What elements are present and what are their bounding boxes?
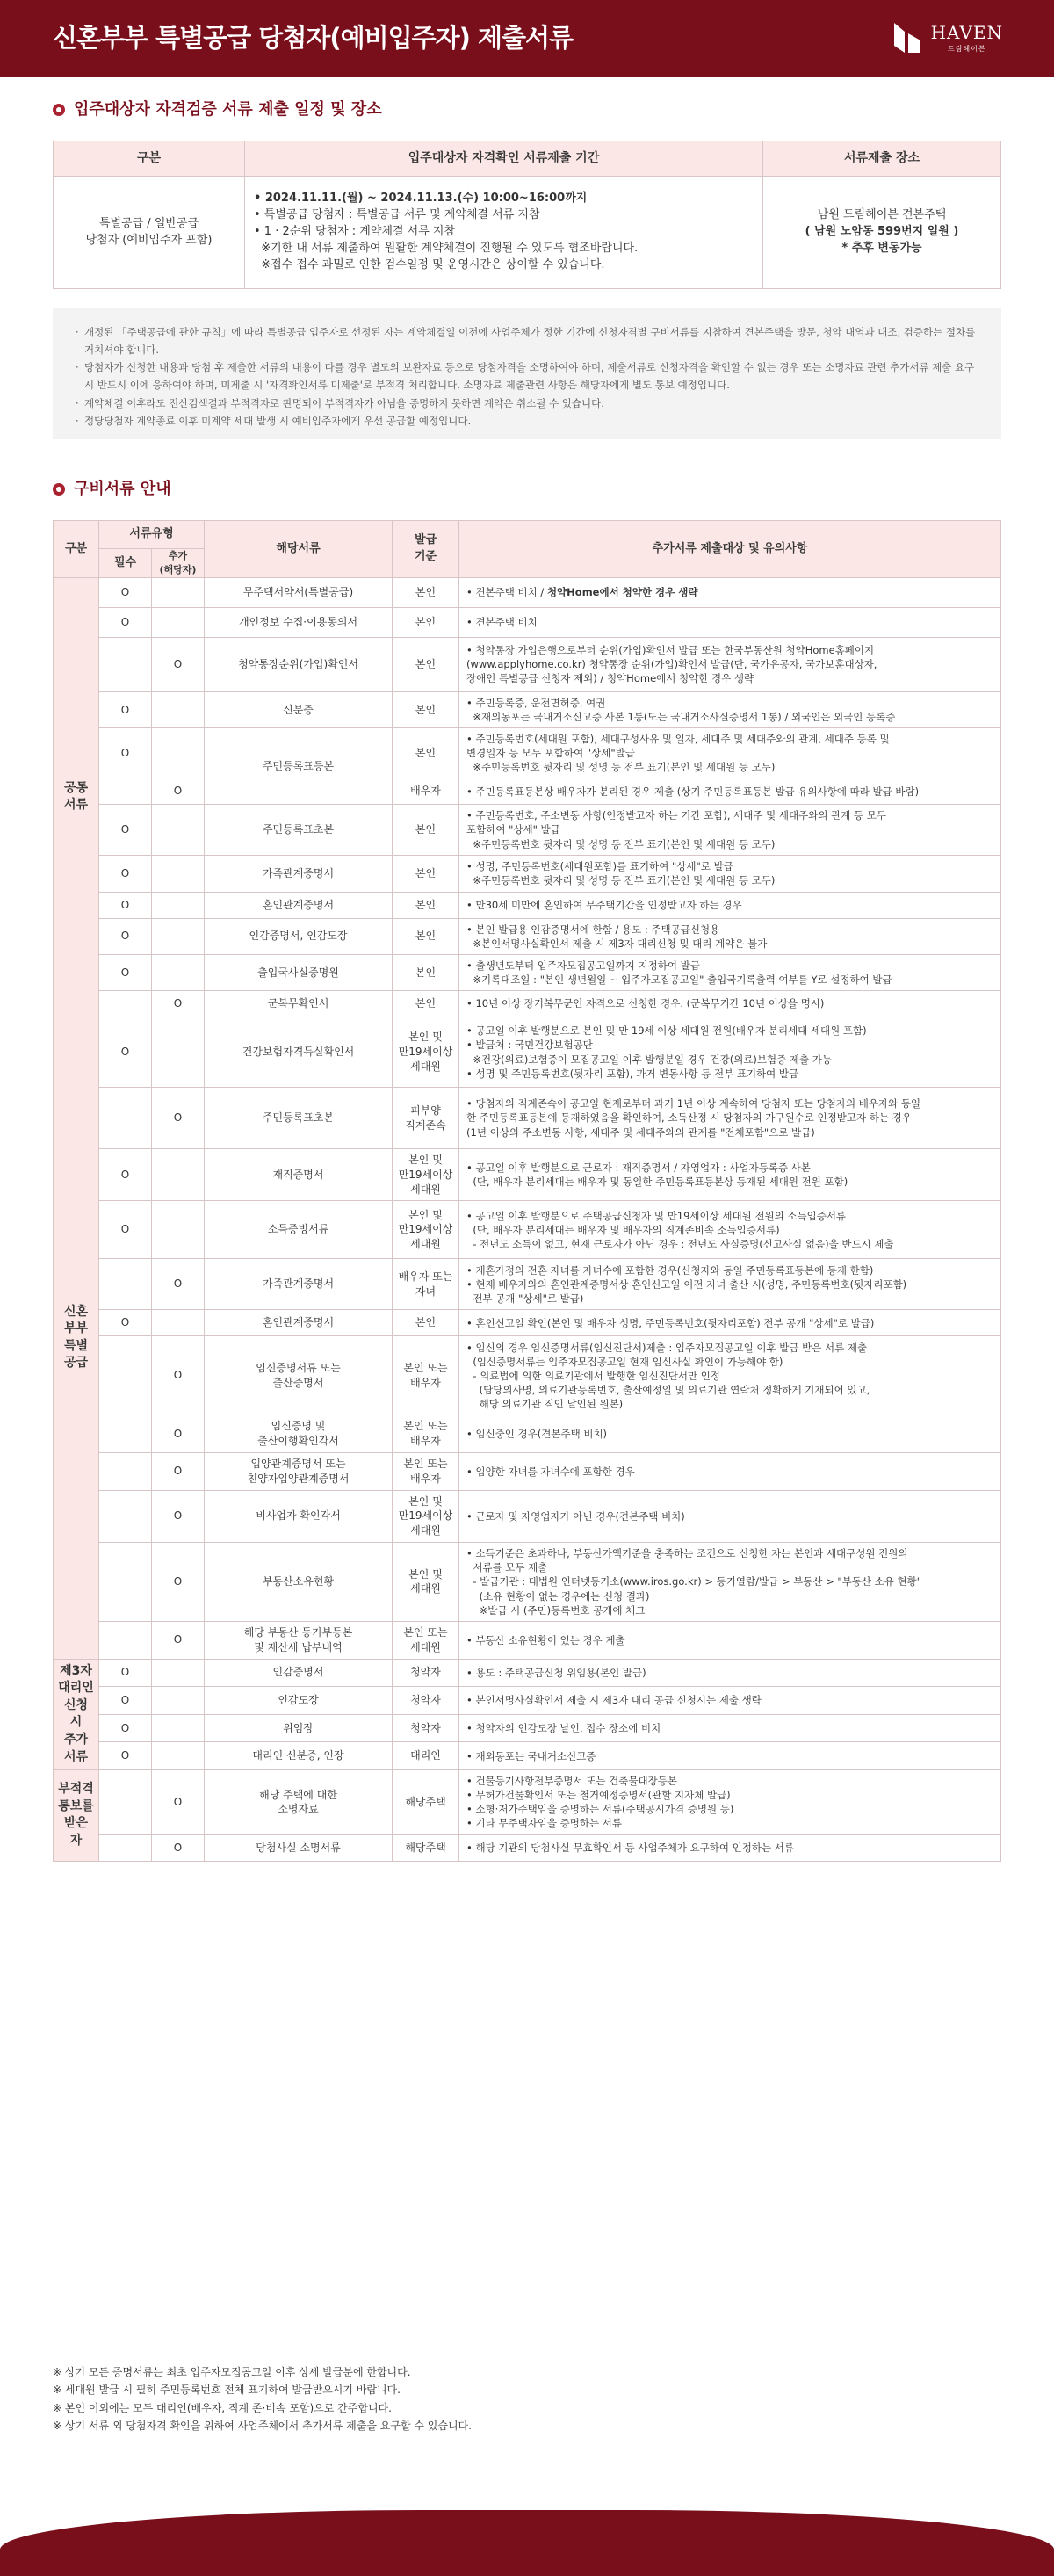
- required-mark: [99, 1259, 152, 1310]
- additional-mark: O: [152, 1259, 205, 1310]
- col-header: 서류제출 장소: [763, 141, 1001, 177]
- period-line: ※기한 내 서류 제출하여 원활한 계약체결이 진행될 수 있도록 협조바랍니다.: [254, 241, 639, 255]
- footnotes: [53, 2363, 1001, 2435]
- document-note: • 출생년도부터 입주자모집공고일까지 지정하여 발급 ※기록대조일 : "본인 생년월일 ~ 입주자모집공고일" 출입국기록출력 여부를 Y로 설정하여 발급: [459, 954, 1001, 990]
- notice-item: · 개정된 「주택공급에 관한 규칙」에 따라 특별공급 입주자로 선정된 자는 계약체결일 이전에 사업주체가 정한 기간에 신청자격별 구비서류를 지참하여 견본주택을 방문, 청약 내역과 대조, 검증하는 절차를 거치셔야 합니다.: [76, 323, 978, 358]
- document-note: • 만30세 미만에 혼인하여 무주택기간을 인정받고자 하는 경우: [459, 892, 1001, 918]
- additional-mark: [152, 607, 205, 637]
- required-mark: O: [99, 805, 152, 855]
- table-row: [54, 607, 1001, 637]
- period-line: • 2024.11.11.(월) ~ 2024.11.13.(수) 10:00~16:00까지: [254, 192, 588, 206]
- issue-basis: 배우자: [393, 778, 459, 805]
- issue-basis: 청약자: [393, 1714, 459, 1742]
- additional-mark: [152, 1714, 205, 1742]
- table-row: [54, 1834, 1001, 1861]
- table-row: [54, 1742, 1001, 1770]
- issue-basis: 본인: [393, 577, 459, 607]
- required-mark: [99, 637, 152, 691]
- required-mark: O: [99, 954, 152, 990]
- table-row: [54, 805, 1001, 855]
- table-row: [54, 1714, 1001, 1742]
- required-mark: O: [99, 1659, 152, 1687]
- required-mark: [99, 1834, 152, 1861]
- table-row: [54, 954, 1001, 990]
- brand-logo: [892, 19, 1003, 54]
- document-name: 해당 주택에 대한 소명자료: [205, 1770, 393, 1834]
- document-name: 혼인관계증명서: [205, 1310, 393, 1336]
- logo-subtext: 드림헤이븐: [947, 44, 986, 53]
- additional-mark: [152, 1742, 205, 1770]
- additional-mark: [152, 728, 205, 778]
- issue-basis: 본인: [393, 691, 459, 727]
- group-label: 신혼 부부 특별 공급: [54, 1017, 99, 1660]
- additional-mark: O: [152, 1452, 205, 1490]
- document-note: • 주민등록번호, 주소변동 사항(인정받고자 하는 기간 포함), 세대주 및 세대주와의 관계 등 모두 포함하여 "상세" 발급 ※주민등록번호 뒷자리 및 성명 등 전부 표기(본인 및 세대원 등 모두): [459, 805, 1001, 855]
- document-note: • 공고일 이후 발행분으로 근로자 : 재직증명서 / 자영업자 : 사업자등록증 사본 (단, 배우자 분리세대는 배우자 및 동일한 주민등록표등본상 등재된 세대원 전원 포함): [459, 1149, 1001, 1201]
- issue-basis: 본인 및 만19세이상 세대원: [393, 1149, 459, 1201]
- notice-item: · 당첨자가 신청한 내용과 당첨 후 제출한 서류의 내용이 다를 경우 별도의 보완자료 등으로 당첨자격을 소명하여야 하며, 제출서류로 신청자격을 확인할 수 없는 경우 또는 소명자료 관련 추가서류 제출 요구 시 반드시 이에 응하여야 하며, 미제출 시 '자격확인서류 미제출'로 부적격 처리합니다. 소명자료 제출관련 사항은 해당자에게 별도 통보 예정입니다.: [76, 358, 978, 394]
- col-header: 추가 (해당자): [152, 549, 205, 578]
- document-name: 청약통장순위(가입)확인서: [205, 637, 393, 691]
- document-name: 주민등록표등본: [205, 728, 393, 805]
- issue-basis: 본인: [393, 855, 459, 892]
- document-name: 개인정보 수집·이용동의서: [205, 607, 393, 637]
- document-name: 혼인관계증명서: [205, 892, 393, 918]
- required-mark: O: [99, 918, 152, 954]
- table-row: [54, 1415, 1001, 1453]
- additional-mark: [152, 1687, 205, 1715]
- required-mark: O: [99, 1310, 152, 1336]
- additional-mark: O: [152, 1542, 205, 1621]
- additional-mark: [152, 1659, 205, 1687]
- required-mark: [99, 1088, 152, 1149]
- issue-basis: 본인 및 만19세이상 세대원: [393, 1490, 459, 1542]
- table-row: [54, 918, 1001, 954]
- issue-basis: 본인 또는 배우자: [393, 1336, 459, 1415]
- col-header: 필수: [99, 549, 152, 578]
- required-mark: O: [99, 1017, 152, 1088]
- required-mark: [99, 1770, 152, 1834]
- issue-basis: 본인: [393, 607, 459, 637]
- section-title-schedule: 입주대상자 자격검증 서류 제출 일정 및 장소: [53, 98, 382, 121]
- document-name: 비사업자 확인각서: [205, 1490, 393, 1542]
- document-note: • 성명, 주민등록번호(세대원포함)를 표기하여 "상세"로 발급 ※주민등록번호 뒷자리 및 성명 등 전부 표기(본인 및 세대원 등 모두): [459, 855, 1001, 892]
- document-name: 대리인 신분증, 인장: [205, 1742, 393, 1770]
- issue-basis: 본인 또는 세대원: [393, 1621, 459, 1659]
- col-header: 발급 기준: [393, 521, 459, 578]
- applicant-type: 특별공급 / 일반공급 당첨자 (예비입주자 포함): [54, 177, 245, 289]
- document-note: • 견본주택 비치: [459, 607, 1001, 637]
- footer-band: [0, 2510, 1054, 2576]
- additional-mark: [152, 954, 205, 990]
- issue-basis: 본인 또는 배우자: [393, 1415, 459, 1453]
- document-name: 해당 부동산 등기부등본 및 재산세 납부내역: [205, 1621, 393, 1659]
- additional-mark: [152, 1017, 205, 1088]
- table-row: [54, 1770, 1001, 1834]
- bullet-icon: [53, 104, 65, 116]
- required-mark: O: [99, 1687, 152, 1715]
- document-note: • 소득기준은 초과하나, 부동산가액기준을 충족하는 조건으로 신청한 자는 본인과 세대구성원 전원의 서류를 모두 제출 - 발급기관 : 대법원 인터넷등기소(www.iros.go.kr) > 등기열람/발급 > 부동산 > "부동산 소유 현황" (소유 현황이 없는 경우에는 신청 결과) ※발급 시 (주민)등록번호 공개에 체크: [459, 1542, 1001, 1621]
- issue-basis: 대리인: [393, 1742, 459, 1770]
- issue-basis: 본인: [393, 918, 459, 954]
- additional-mark: O: [152, 778, 205, 805]
- additional-mark: O: [152, 1834, 205, 1861]
- document-note: • 부동산 소유현황이 있는 경우 제출: [459, 1621, 1001, 1659]
- document-note: • 입양한 자녀를 자녀수에 포함한 경우: [459, 1452, 1001, 1490]
- issue-basis: 피부양 직계존속: [393, 1088, 459, 1149]
- document-name: 입양관계증명서 또는 친양자입양관계증명서: [205, 1452, 393, 1490]
- required-mark: [99, 1542, 152, 1621]
- document-note: • 공고일 이후 발행분으로 본인 및 만 19세 이상 세대원 전원(배우자 분리세대 세대원 포함) • 발급처 : 국민건강보험공단 ※건강(의료)보험증이 모집공고일 이후 발행분일 경우 건강(의료)보험증 제출 가능 • 성명 및 주민등록번호(뒷자리 포함), 과거 변동사항 등 전부 표기하여 발급: [459, 1017, 1001, 1088]
- col-header: 입주대상자 자격확인 서류제출 기간: [245, 141, 763, 177]
- additional-mark: O: [152, 1490, 205, 1542]
- footnote: ※ 상기 모든 증명서류는 최초 입주자모집공고일 이후 상세 발급분에 한합니다.: [53, 2366, 411, 2378]
- table-row: [54, 1088, 1001, 1149]
- group-label: 제3자 대리인 신청 시 추가 서류: [54, 1659, 99, 1770]
- page-header: [0, 0, 1054, 77]
- additional-mark: O: [152, 1088, 205, 1149]
- period-line: • 1 · 2순위 당첨자 : 계약체결 서류 지참: [254, 225, 456, 239]
- required-mark: O: [99, 892, 152, 918]
- group-label: 부적격 통보를 받은 자: [54, 1770, 99, 1861]
- issue-basis: 본인: [393, 728, 459, 778]
- issue-basis: 본인: [393, 954, 459, 990]
- document-note: • 혼인신고일 확인(본인 및 배우자 성명, 주민등록번호(뒷자리포함) 전부 공개 "상세"로 발급): [459, 1310, 1001, 1336]
- required-mark: O: [99, 728, 152, 778]
- document-note: • 임신중인 경우(견본주택 비치): [459, 1415, 1001, 1453]
- document-note: • 청약자의 인감도장 날인, 접수 장소에 비치: [459, 1714, 1001, 1742]
- document-name: 출입국사실증명원: [205, 954, 393, 990]
- additional-mark: O: [152, 1770, 205, 1834]
- table-row: [54, 1659, 1001, 1687]
- document-note: • 근로자 및 자영업자가 아닌 경우(견본주택 비치): [459, 1490, 1001, 1542]
- col-header: 구분: [54, 141, 245, 177]
- footnote: ※ 세대원 발급 시 필히 주민등록번호 전체 표기하여 발급받으시기 바랍니다.: [53, 2384, 401, 2397]
- required-mark: O: [99, 855, 152, 892]
- additional-mark: [152, 855, 205, 892]
- table-row: [54, 991, 1001, 1017]
- issue-basis: 본인: [393, 991, 459, 1017]
- document-note: • 주민등록표등본상 배우자가 분리된 경우 제출 (상기 주민등록표등본 발급 유의사항에 따라 발급 바람): [459, 778, 1001, 805]
- issue-basis: 본인: [393, 637, 459, 691]
- document-note: • 공고일 이후 발행분으로 주택공급신청자 및 만19세이상 세대원 전원의 소득입증서류 (단, 배우자 분리세대는 배우자 및 배우자의 직계존비속 소득입증서류) - 전년도 소득이 없고, 현재 근로자가 아닌 경우 : 전년도 사실증명(신고사실 없음)을 반드시 제출: [459, 1201, 1001, 1259]
- document-name: 소득증빙서류: [205, 1201, 393, 1259]
- issue-basis: 청약자: [393, 1659, 459, 1687]
- document-note: • 재외동포는 국내거소신고증: [459, 1742, 1001, 1770]
- issue-basis: 본인: [393, 1310, 459, 1336]
- document-name: 부동산소유현황: [205, 1542, 393, 1621]
- haven-logo-icon: [892, 19, 922, 54]
- footnote: ※ 상기 서류 외 당첨자격 확인을 위하여 사업주체에서 추가서류 제출을 요구할 수 있습니다.: [53, 2420, 472, 2433]
- issue-basis: 해당주택: [393, 1834, 459, 1861]
- additional-mark: [152, 577, 205, 607]
- additional-mark: [152, 805, 205, 855]
- additional-mark: O: [152, 1621, 205, 1659]
- required-mark: O: [99, 1742, 152, 1770]
- section-title-documents: 구비서류 안내: [53, 478, 171, 501]
- table-row: [54, 1017, 1001, 1088]
- schedule-table: [53, 141, 1001, 289]
- issue-basis: 배우자 또는 자녀: [393, 1259, 459, 1310]
- table-row: [54, 1259, 1001, 1310]
- table-row: [54, 1452, 1001, 1490]
- submission-place: 남원 드림헤이븐 견본주택 ( 남원 노암동 599번지 일원 ) * 추후 변동가능: [763, 177, 1001, 289]
- required-mark: O: [99, 1149, 152, 1201]
- document-note: • 재혼가정의 전혼 자녀를 자녀수에 포함한 경우(신청자와 동일 주민등록표등본에 등재 한함) • 현재 배우자와의 혼인관계증명서상 혼인신고일 이전 자녀 출산 시(성명, 주민등록번호(뒷자리포함) 전부 공개 "상세"로 발급): [459, 1259, 1001, 1310]
- issue-basis: 본인 또는 배우자: [393, 1452, 459, 1490]
- document-name: 당첨사실 소명서류: [205, 1834, 393, 1861]
- document-name: 무주택서약서(특별공급): [205, 577, 393, 607]
- period-line: • 특별공급 당첨자 : 특별공급 서류 및 계약체결 서류 지참: [254, 208, 540, 222]
- document-note: • 당첨자의 직계존속이 공고일 현재로부터 과거 1년 이상 계속하여 당첨자 또는 당첨자의 배우자와 동일 한 주민등록표등본에 등재하였음을 확인하여, 소득산정 시 당첨자의 가구원수로 인정받고자 하는 경우 (1년 이상의 주소변동 사항, 세대주 및 세대주와의 관계를 "전체포함"으로 발급): [459, 1088, 1001, 1149]
- document-name: 건강보험자격득실확인서: [205, 1017, 393, 1088]
- additional-mark: O: [152, 1415, 205, 1453]
- document-note: • 용도 : 주택공급신청 위임용(본인 발급): [459, 1659, 1001, 1687]
- table-row: [54, 1201, 1001, 1259]
- issue-basis: 해당주택: [393, 1770, 459, 1834]
- table-row: [54, 1621, 1001, 1659]
- bullet-icon: [53, 483, 65, 496]
- notice-box: [53, 308, 1001, 439]
- issue-basis: 본인 및 만19세이상 세대원: [393, 1201, 459, 1259]
- additional-mark: O: [152, 1336, 205, 1415]
- document-note: • 건물등기사항전부증명서 또는 건축물대장등본 • 무허가건물확인서 또는 철거예정증명서(관할 지자체 발급) • 소형·저가주택임을 증명하는 서류(주택공시가격 증명원 등) • 기타 무주택자임을 증명하는 서류: [459, 1770, 1001, 1834]
- required-mark: [99, 1490, 152, 1542]
- required-mark: [99, 1621, 152, 1659]
- document-note: • 본인 발급용 인감증명서에 한함 / 용도 : 주택공급신청용 ※본인서명사실확인서 제출 시 제3자 대리신청 및 대리 계약은 불가: [459, 918, 1001, 954]
- additional-mark: [152, 691, 205, 727]
- required-mark: [99, 778, 152, 805]
- document-name: 가족관계증명서: [205, 855, 393, 892]
- table-row: [54, 892, 1001, 918]
- table-row: [54, 637, 1001, 691]
- table-row: [54, 691, 1001, 727]
- required-mark: O: [99, 1201, 152, 1259]
- additional-mark: [152, 1310, 205, 1336]
- document-note: • 해당 기관의 당첨사실 무효확인서 등 사업주체가 요구하여 인정하는 서류: [459, 1834, 1001, 1861]
- required-mark: O: [99, 1714, 152, 1742]
- table-row: [54, 855, 1001, 892]
- documents-table: [53, 520, 1001, 1862]
- table-row: [54, 1336, 1001, 1415]
- additional-mark: [152, 892, 205, 918]
- additional-mark: [152, 918, 205, 954]
- document-note: • 청약통장 가입은행으로부터 순위(가입)확인서 발급 또는 한국부동산원 청약Home홈페이지 (www.applyhome.co.kr) 청약통장 순위(가입)확인서 발급(단, 국가유공자, 국가보훈대상자, 장애인 특별공급 신청자 제외) / 청약Home에서 청약한 경우 생략: [459, 637, 1001, 691]
- page-title: 신혼부부 특별공급 당첨자(예비입주자) 제출서류: [53, 23, 574, 53]
- document-name: 임신증명서류 또는 출산증명서: [205, 1336, 393, 1415]
- document-name: 인감증명서: [205, 1659, 393, 1687]
- document-name: 주민등록표초본: [205, 1088, 393, 1149]
- additional-mark: [152, 1149, 205, 1201]
- issue-basis: 본인: [393, 805, 459, 855]
- document-note: • 임신의 경우 임신증명서류(임신진단서)제출 : 입주자모집공고일 이후 발급 받은 서류 제출 (임신증명서류는 입주자모집공고일 현재 임신사실 확인이 가능해야 함) - 의료법에 의한 의료기관에서 발행한 임신진단서만 인정 (담당의사명, 의료기관등록번호, 출산예정일 및 의료기관 연락처 정확하게 기재되어 있고, 해당 의료기관 직인 날인된 원본): [459, 1336, 1001, 1415]
- submission-period: [245, 177, 763, 289]
- table-row: [54, 1542, 1001, 1621]
- document-name: 인감도장: [205, 1687, 393, 1715]
- group-label: 공통 서류: [54, 577, 99, 1017]
- document-name: 재직증명서: [205, 1149, 393, 1201]
- notice-item: · 정당당첨자 계약종료 이후 미계약 세대 발생 시 예비입주자에게 우선 공급할 예정입니다.: [76, 412, 978, 430]
- table-row: [54, 1310, 1001, 1336]
- required-mark: [99, 1336, 152, 1415]
- required-mark: [99, 1415, 152, 1453]
- document-note: • 주민등록번호(세대원 포함), 세대구성사유 및 일자, 세대주 및 세대주와의 관계, 세대주 등록 및 변경일자 등 모두 포함하여 "상세"발급 ※주민등록번호 뒷자리 및 성명 등 전부 표기(본인 및 세대원 등 모두): [459, 728, 1001, 778]
- document-name: 주민등록표초본: [205, 805, 393, 855]
- issue-basis: 청약자: [393, 1687, 459, 1715]
- period-line: ※접수 접수 과밀로 인한 검수일정 및 운영시간은 상이할 수 있습니다.: [254, 257, 605, 271]
- table-row: [54, 1149, 1001, 1201]
- document-name: 위임장: [205, 1714, 393, 1742]
- required-mark: O: [99, 577, 152, 607]
- notice-item: · 계약체결 이후라도 전산검색결과 부적격자로 판명되어 부적격자가 아님을 증명하지 못하면 계약은 취소될 수 있습니다.: [76, 394, 978, 412]
- issue-basis: 본인: [393, 892, 459, 918]
- additional-mark: [152, 1201, 205, 1259]
- col-header: 해당서류: [205, 521, 393, 578]
- table-row: [54, 577, 1001, 607]
- table-row: [54, 1490, 1001, 1542]
- document-name: 가족관계증명서: [205, 1259, 393, 1310]
- issue-basis: 본인 및 세대원: [393, 1542, 459, 1621]
- document-name: 임신증명 및 출산이행확인각서: [205, 1415, 393, 1453]
- required-mark: [99, 1452, 152, 1490]
- col-header: 서류유형: [99, 521, 205, 549]
- document-note: • 견본주택 비치 / 청약Home에서 청약한 경우 생략: [459, 577, 1001, 607]
- col-header: 구분: [54, 521, 99, 578]
- col-header: 추가서류 제출대상 및 유의사항: [459, 521, 1001, 578]
- document-note: • 주민등록증, 운전면허증, 여권 ※재외동포는 국내거소신고증 사본 1통(또는 국내거소사실증명서 1통) / 외국인은 외국인 등록증: [459, 691, 1001, 727]
- additional-mark: O: [152, 637, 205, 691]
- document-note: • 본인서명사실확인서 제출 시 제3자 대리 공급 신청시는 제출 생략: [459, 1687, 1001, 1715]
- table-row: [54, 1687, 1001, 1715]
- table-row: [54, 728, 1001, 778]
- footnote: ※ 본인 이외에는 모두 대리인(배우자, 직계 존·비속 포함)으로 간주합니다.: [53, 2401, 392, 2414]
- logo-wordmark: HAVEN: [930, 21, 1003, 43]
- document-name: 신분증: [205, 691, 393, 727]
- issue-basis: 본인 및 만19세이상 세대원: [393, 1017, 459, 1088]
- additional-mark: O: [152, 991, 205, 1017]
- required-mark: O: [99, 691, 152, 727]
- table-row: [54, 778, 1001, 805]
- document-name: 군복무확인서: [205, 991, 393, 1017]
- document-note: • 10년 이상 장기복무군인 자격으로 신청한 경우. (군복무기간 10년 이상을 명시): [459, 991, 1001, 1017]
- required-mark: O: [99, 607, 152, 637]
- document-name: 인감증명서, 인감도장: [205, 918, 393, 954]
- required-mark: [99, 991, 152, 1017]
